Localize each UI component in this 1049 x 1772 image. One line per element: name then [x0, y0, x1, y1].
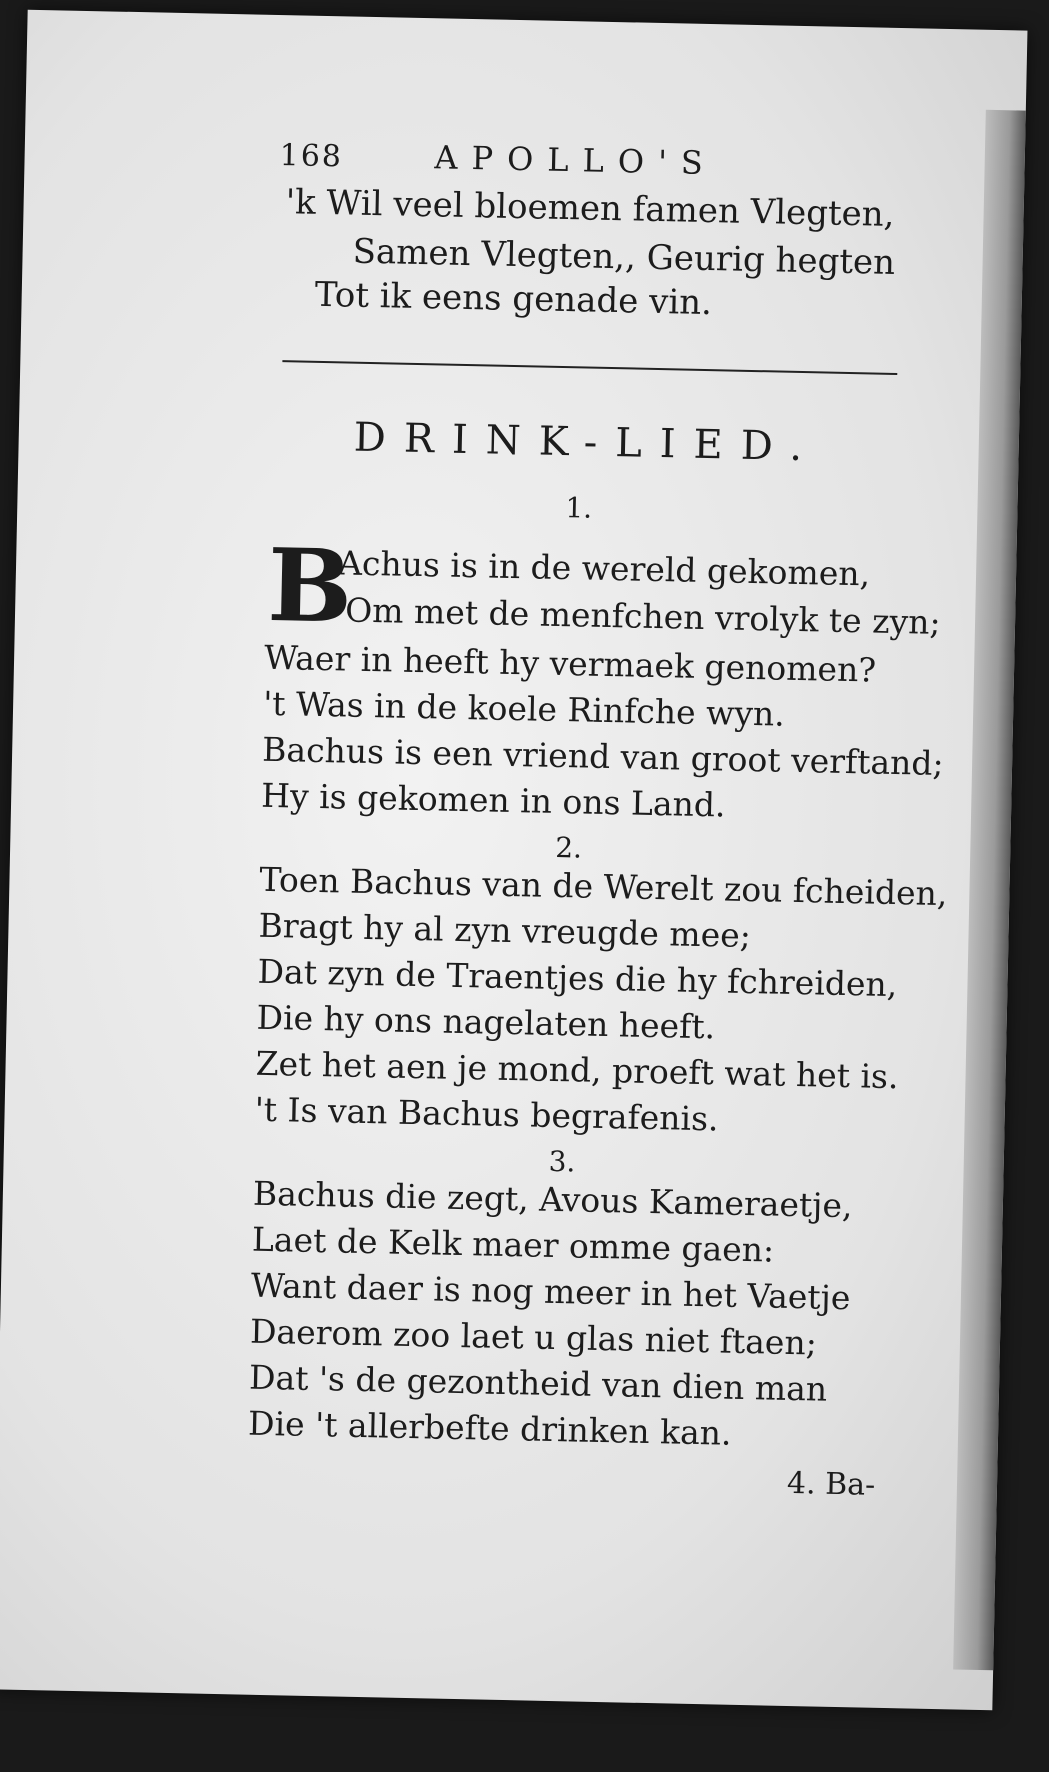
catchword: 4. Ba- [786, 1465, 876, 1503]
stanza-line: Dat 's de gezontheid van dien man [248, 1357, 828, 1409]
stanza-line: Waer in heeft hy vermaek genomen? [263, 637, 877, 690]
stanza-line: Bachus is een vriend van groot verftand; [261, 729, 945, 784]
page-edge [953, 110, 1026, 1670]
stanza-line: Laet de Kelk maer omme gaen: [251, 1219, 775, 1270]
stanza-line: Die hy ons nagelaten heeft. [256, 997, 716, 1047]
book-page [0, 10, 1027, 1711]
drop-cap: B [266, 525, 354, 646]
stanza-number: 1. [565, 491, 593, 525]
stanza-line: Zet het aen je mond, proeft wat het is. [255, 1043, 899, 1097]
running-title: APOLLO'S [434, 138, 718, 183]
stanza-line: Toen Bachus van de Werelt zou fcheiden, [259, 859, 948, 914]
stanza-line: Die 't allerbefte drinken kan. [247, 1403, 732, 1453]
stanza-number: 3. [548, 1144, 576, 1179]
stanza-line: Hy is gekomen in ons Land. [260, 775, 726, 825]
stanza-line: Achus is in de wereld gekomen, [337, 543, 871, 594]
stanza-line: Dat zyn de Traentjes die hy fchreiden, [257, 951, 898, 1005]
stanza-line: Bragt hy al zyn vreugde mee; [258, 905, 752, 956]
stanza-number: 2. [554, 830, 583, 865]
previous-verse-line: Samen Vlegten,, Geurig hegten [352, 231, 896, 283]
stanza-line: 't Is van Bachus begrafenis. [254, 1089, 719, 1139]
previous-verse-line: 'k Wil veel bloemen famen Vlegten, [285, 182, 895, 235]
poem-title: DRINK-LIED. [353, 414, 821, 471]
previous-verse-line: Tot ik eens genade vin. [314, 274, 713, 324]
running-header [279, 135, 717, 182]
page-number: 168 [279, 138, 344, 175]
stanza-line: Bachus die zegt, Avous Kameraetje, [252, 1173, 853, 1226]
stanza-line: 't Was in de koele Rinfche wyn. [262, 683, 786, 734]
stanza-line: Daerom zoo laet u glas niet ftaen; [249, 1311, 818, 1363]
section-divider [282, 360, 897, 375]
stanza-line: Want daer is nog meer in het Vaetje [250, 1265, 851, 1318]
stanza-line: Om met de menfchen vrolyk te zyn; [344, 590, 941, 642]
